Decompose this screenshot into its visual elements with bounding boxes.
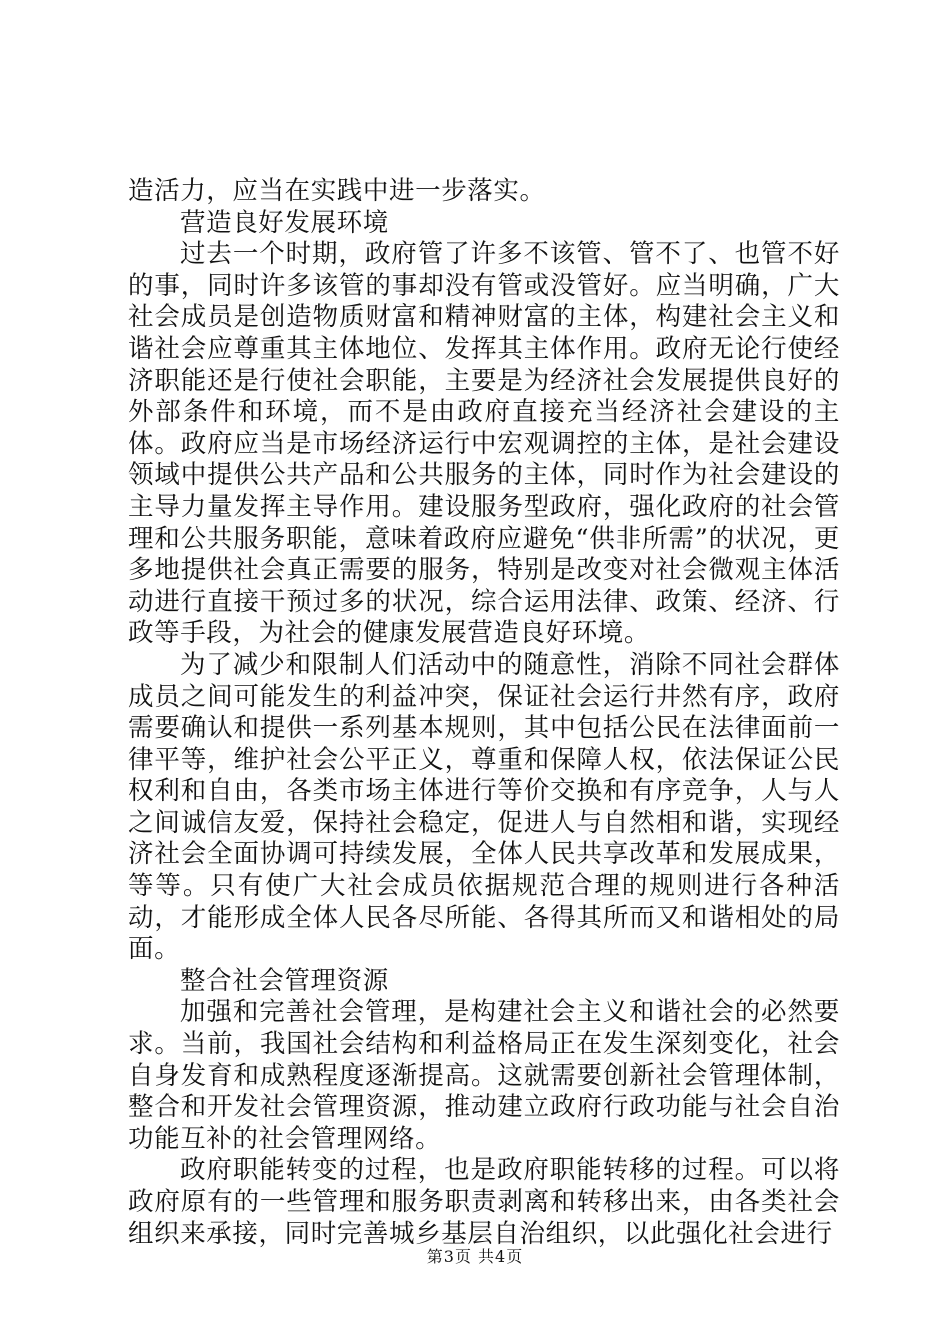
section-heading-resources: 整合社会管理资源 bbox=[180, 965, 389, 996]
section-heading-environment: 营造良好发展环境 bbox=[180, 207, 389, 238]
page-number-footer: 第3页 共4页 bbox=[426, 1247, 524, 1266]
paragraph-continuation: 造活力，应当在实践中进一步落实。 bbox=[128, 176, 546, 206]
paragraph: 为了减少和限制人们活动中的随意性，消除不同社会群体成员之间可能发生的利益冲突，保证社会运行井然有序，政府需要确认和提供一系列基本规则，其中包括公民在法律面前一律平等，维护社会公平正义，尊重和保障人权，依法保证公民权利和自由，各类市场主体进行等价交换和有序竞争，人与人之间诚信友爱，保持社会稳定，促进人与自然相和谐，实现经济社会全面协调可持续发展，全体人民共享改革和发展成果，等等。只有使广大社会成员依据规范合理的规则进行各种活动，才能形成全体人民各尽所能、各得其所而又和谐相处的局面。 bbox=[128, 649, 840, 965]
paragraph: 加强和完善社会管理，是构建社会主义和谐社会的必然要求。当前，我国社会结构和利益格局正在发生深刻变化，社会自身发育和成熟程度逐渐提高。这就需要创新社会管理体制，整合和开发社会管理资源，推动建立政府行政功能与社会自治功能互补的社会管理网络。 bbox=[128, 997, 840, 1154]
paragraph: 政府职能转变的过程，也是政府职能转移的过程。可以将政府原有的一些管理和服务职责剥离和转移出来，由各类社会组织来承接，同时完善城乡基层自治组织，以此强化社会进行 bbox=[128, 1155, 840, 1249]
paragraph: 过去一个时期，政府管了许多不该管、管不了、也管不好的事，同时许多该管的事却没有管或没管好。应当明确，广大社会成员是创造物质财富和精神财富的主体，构建社会主义和谐社会应尊重其主体地位、发挥其主体作用。政府无论行使经济职能还是行使社会职能，主要是为经济社会发展提供良好的外部条件和环境，而不是由政府直接充当经济社会建设的主体。政府应当是市场经济运行中宏观调控的主体，是社会建设领域中提供公共产品和公共服务的主体，同时作为社会建设的主导力量发挥主导作用。建设服务型政府，强化政府的社会管理和公共服务职能，意味着政府应避免“供非所需”的状况，更多地提供社会真正需要的服务，特别是改变对社会微观主体活动进行直接干预过多的状况，综合运用法律、政策、经济、行政等手段，为社会的健康发展营造良好环境。 bbox=[128, 239, 840, 649]
document-body bbox=[128, 176, 840, 1250]
